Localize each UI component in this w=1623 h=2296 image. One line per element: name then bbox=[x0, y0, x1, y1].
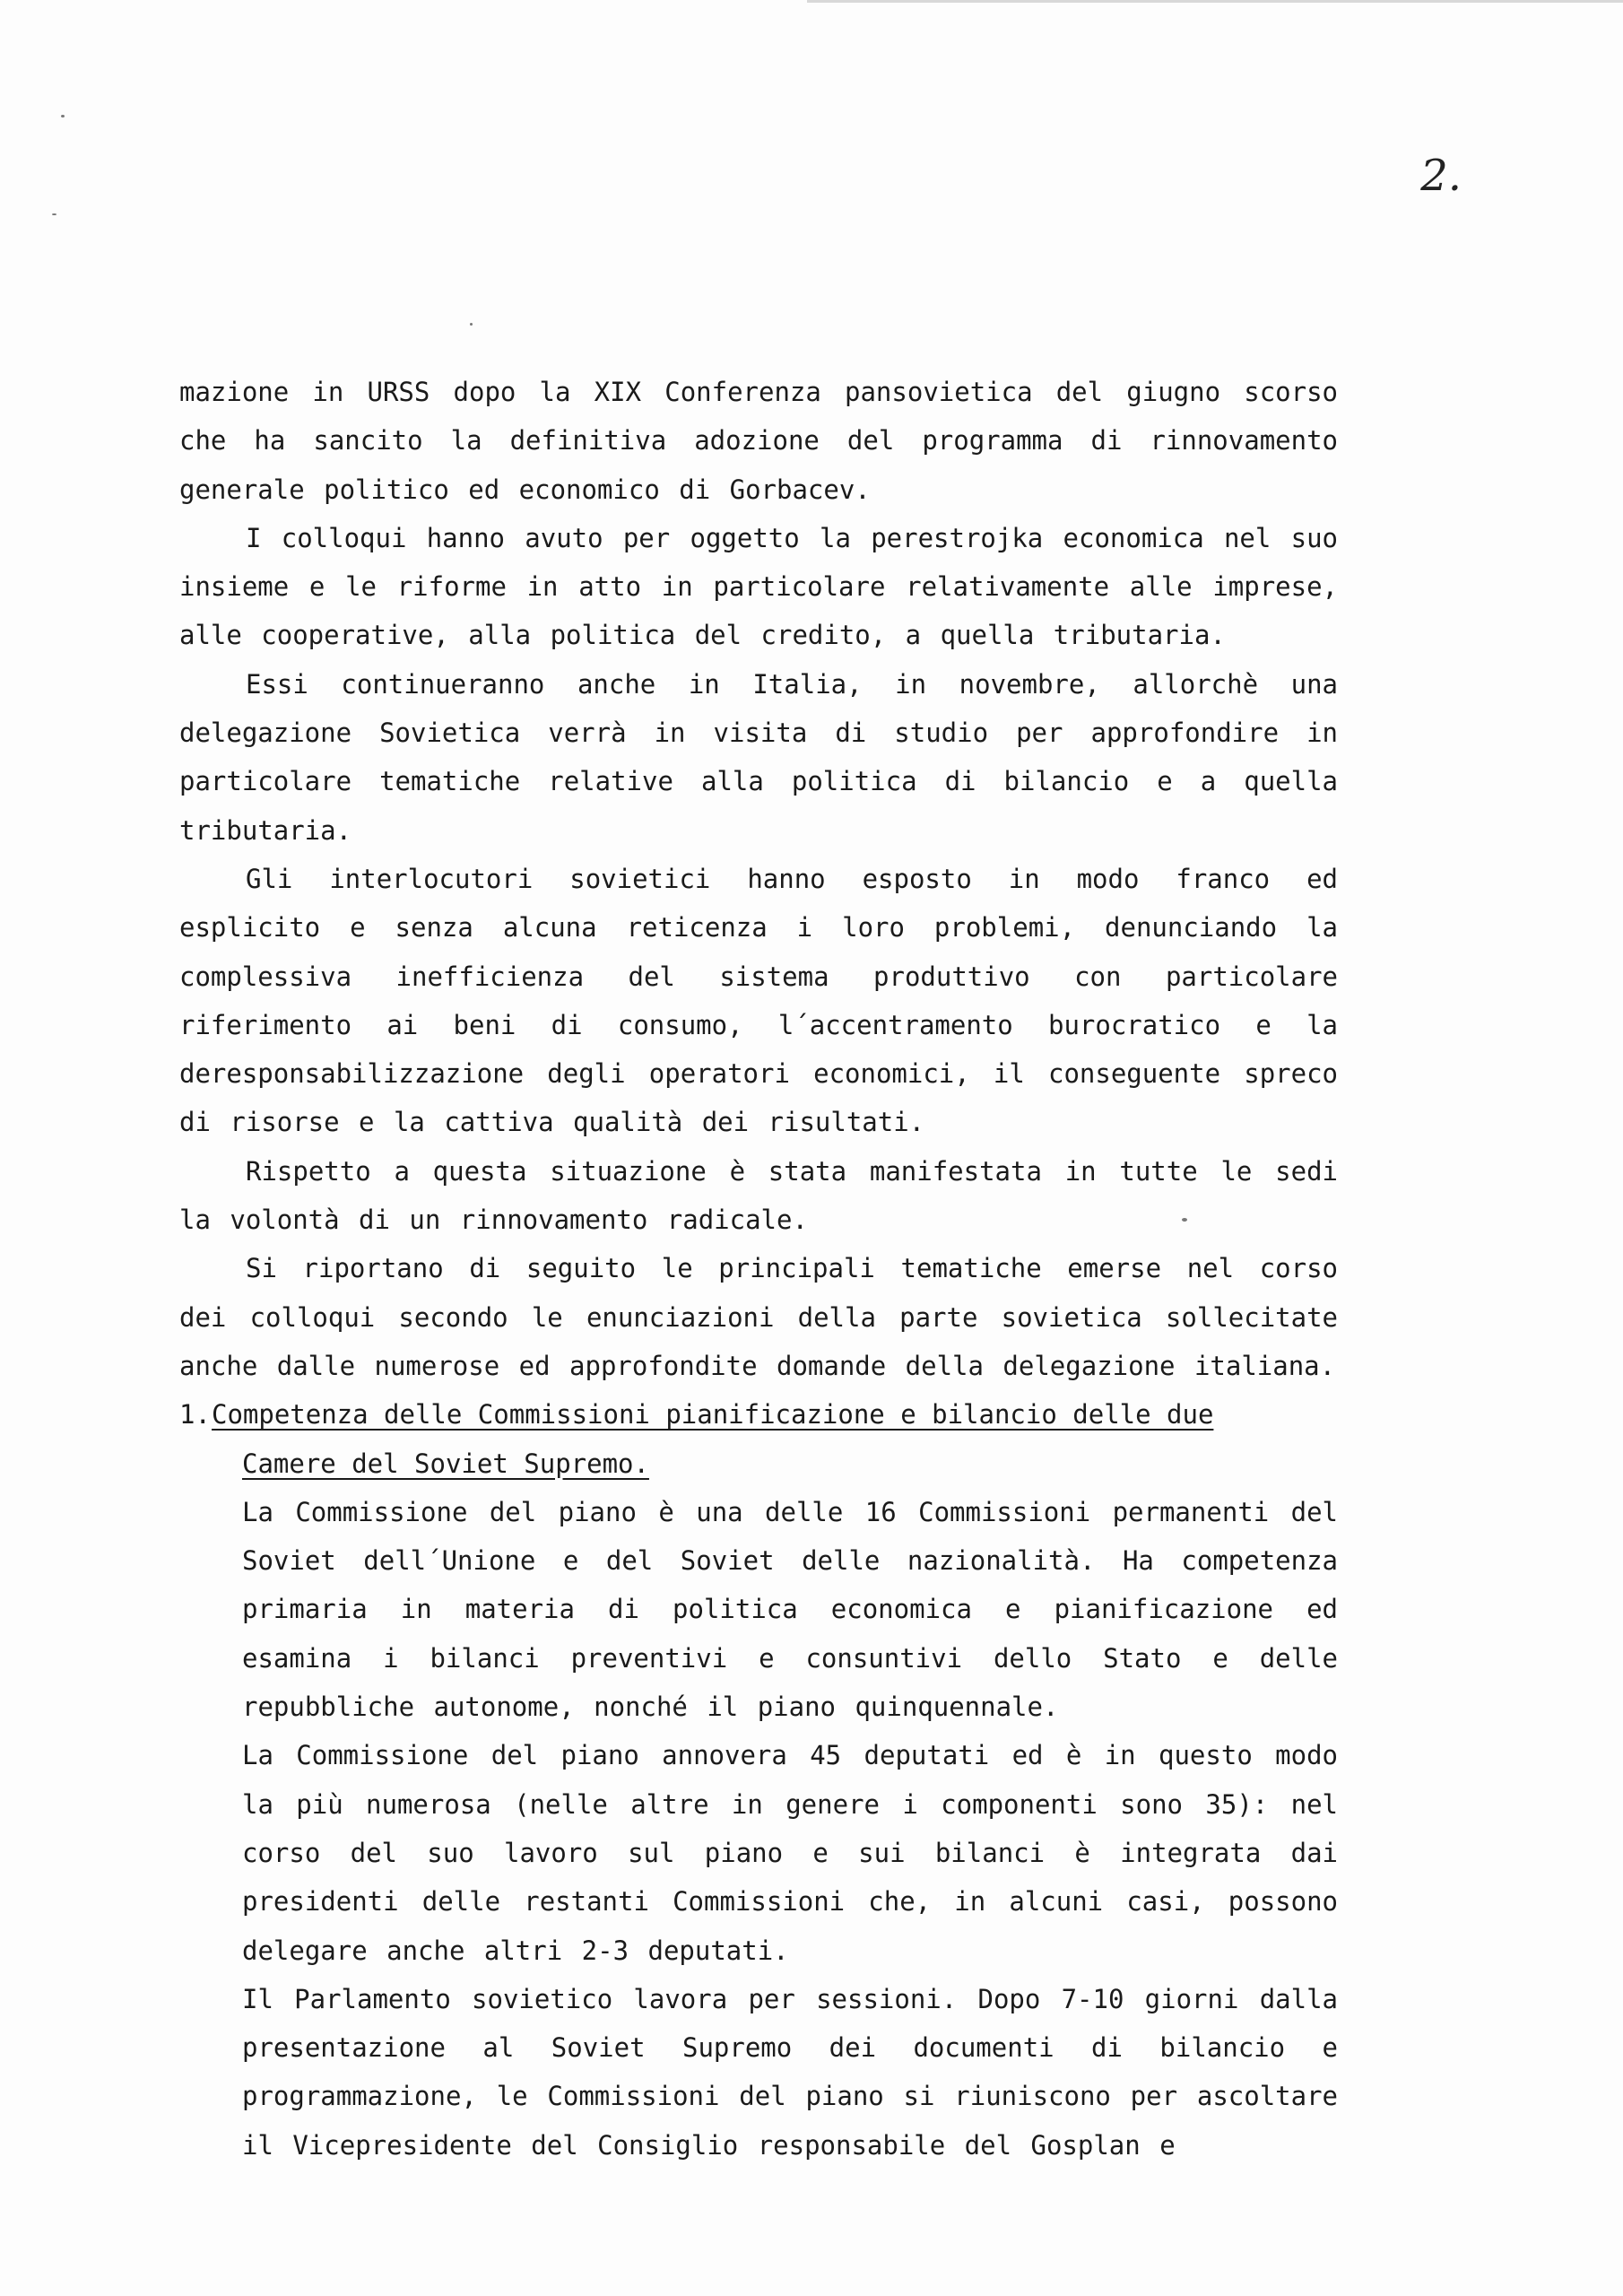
section-title-line2: Camere del Soviet Supremo. bbox=[242, 1448, 649, 1479]
paragraph: Rispetto a questa situazione è stata manifestata in tutte le sedi la volontà di un rinnovamento radicale. bbox=[179, 1155, 1338, 1236]
paragraph: La Commissione del piano annovera 45 deputati ed è in questo modo la più numerosa (nelle altre in genere i componenti sono 35): nel corso del suo lavoro sul piano e sui bilanci è integrata dai presidenti delle restanti Commissioni che, in alcuni casi, possono delegare anche altri 2-3 deputati. bbox=[242, 1740, 1338, 1966]
scan-speck bbox=[52, 213, 56, 215]
paragraph: mazione in URSS dopo la XIX Conferenza pansovietica del giugno scorso che ha sancito la definitiva adozione del programma di rinnovamento generale politico ed economico di Gorbacev. bbox=[179, 377, 1338, 505]
scan-edge bbox=[807, 0, 1623, 3]
paragraph: Il Parlamento sovietico lavora per sessioni. Dopo 7-10 giorni dalla presentazione al Soviet Supremo dei documenti di bilancio e programmazione, le Commissioni del piano si riuniscono per ascoltare il Vicepresidente del Consiglio responsabile del Gosplan e bbox=[242, 1983, 1338, 2161]
paragraph: Gli interlocutori sovietici hanno esposto in modo franco ed esplicito e senza alcuna reticenza i loro problemi, denunciando la complessiva inefficienza del sistema produttivo con particolare riferimento ai beni di consumo, l´accentramento burocratico e la deresponsabilizzazione degli operatori economici, il conseguente spreco di risorse e la cattiva qualità dei risultati. bbox=[179, 863, 1338, 1138]
section-number: 1. bbox=[179, 1399, 211, 1431]
section-heading bbox=[179, 1390, 1338, 1488]
paragraph: Si riportano di seguito le principali tematiche emerse nel corso dei colloqui secondo le enunciazioni della parte sovietica sollecitate anche dalle numerose ed approfondite domande della delegazione italiana. bbox=[179, 1253, 1338, 1381]
paragraph: La Commissione del piano è una delle 16 Commissioni permanenti del Soviet dell´Unione e del Soviet delle nazionalità. Ha competenza primaria in materia di politica economica e pianificazione ed esamina i bilanci preventivi e consuntivi dello Stato e delle repubbliche autonome, nonché il piano quinquennale. bbox=[242, 1496, 1338, 1723]
paragraph: I colloqui hanno avuto per oggetto la perestrojka economica nel suo insieme e le riforme in atto in particolare relativamente alle imprese, alle cooperative, alla politica del credito, a quella tributaria. bbox=[179, 522, 1338, 651]
page-number: 2. bbox=[1420, 151, 1462, 201]
document-body bbox=[179, 368, 1338, 2170]
section-body bbox=[179, 1488, 1338, 2170]
scan-speck bbox=[470, 323, 473, 326]
section-title-line1: Competenza delle Commissioni pianificazione e bilancio delle due bbox=[212, 1399, 1214, 1431]
paragraph: Essi continueranno anche in Italia, in novembre, allorchè una delegazione Sovietica verrà in visita di studio per approfondire in particolare tematiche relative alla politica di bilancio e a quella tributaria. bbox=[179, 668, 1338, 846]
scan-speck bbox=[61, 115, 65, 117]
